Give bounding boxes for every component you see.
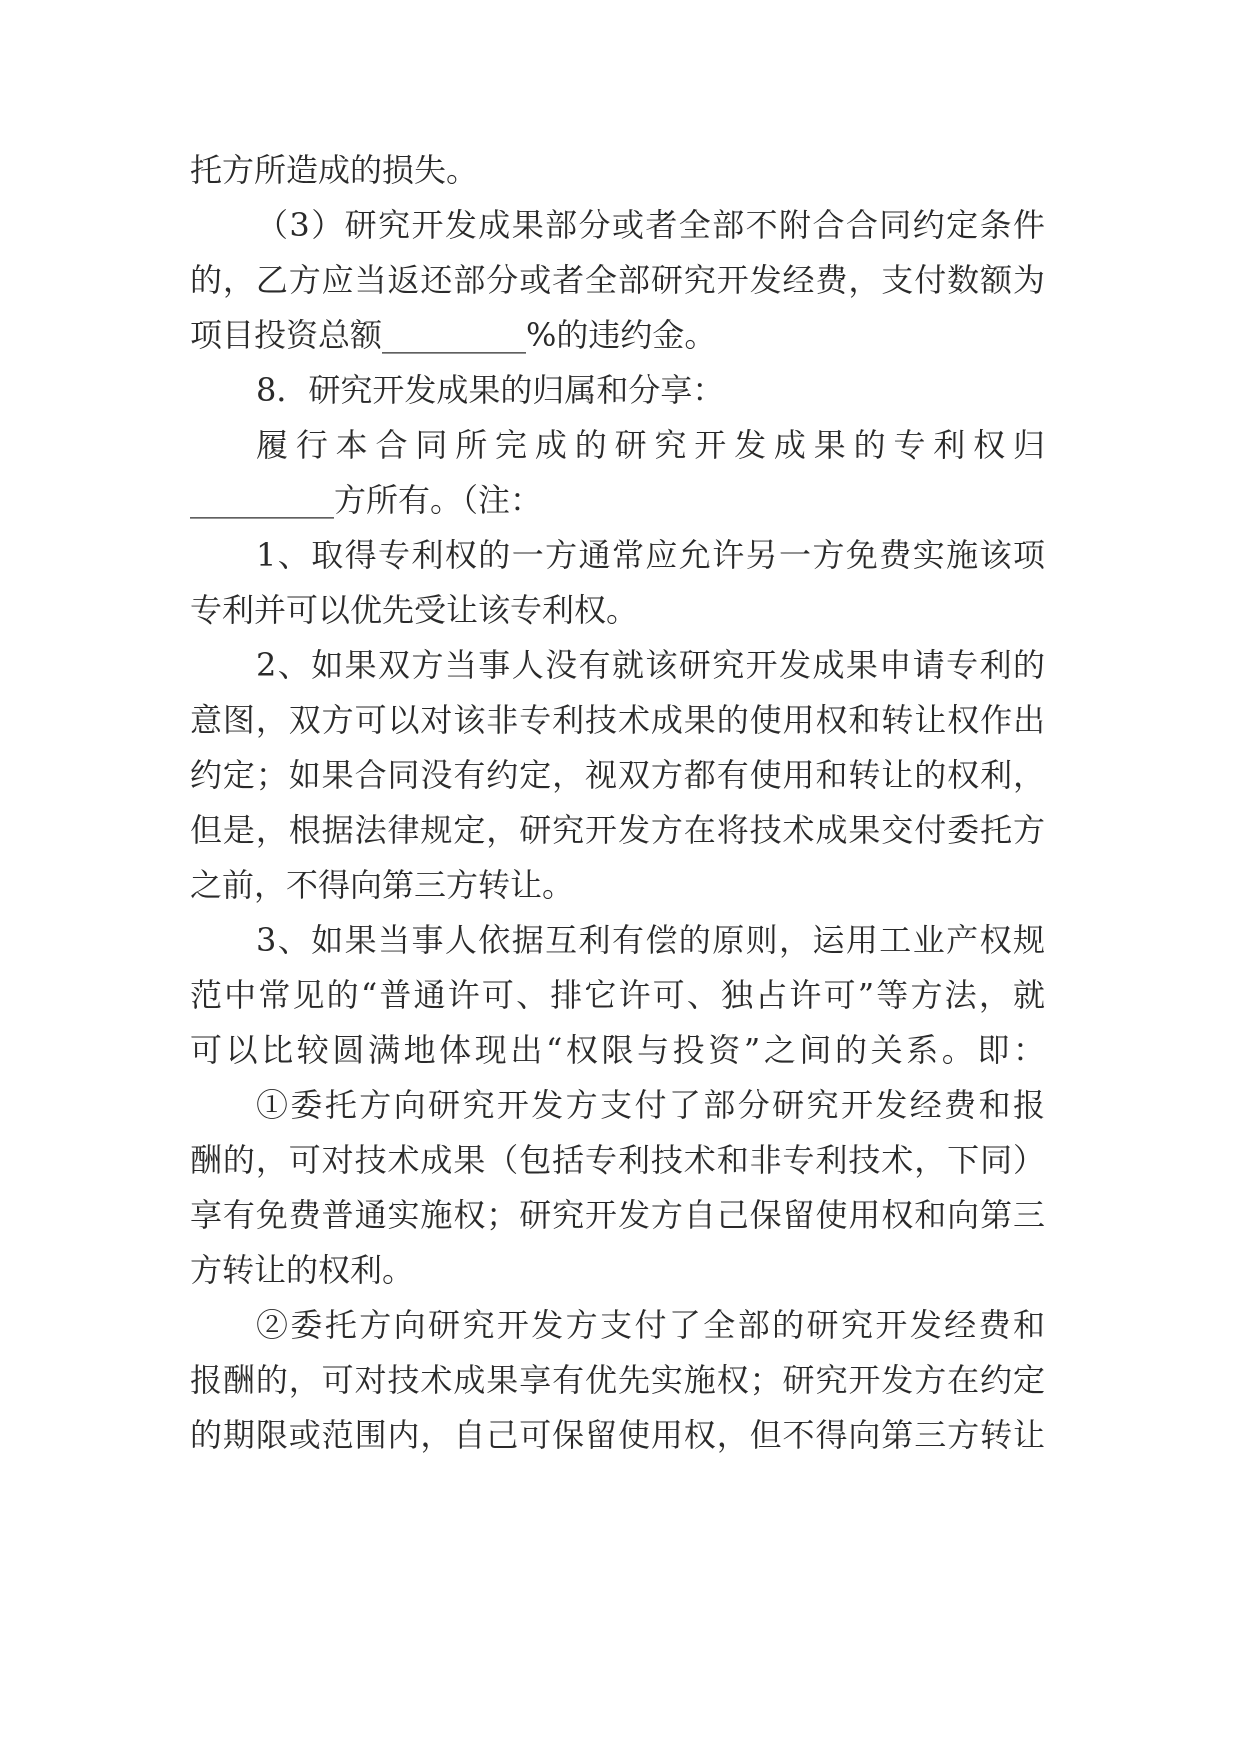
text-line: 享有免费普通实施权；研究开发方自己保留使用权和向第三 [190,1196,1045,1234]
text-line: ②委托方向研究开发方支付了全部的研究开发经费和 [256,1306,1045,1344]
text-line: _________方所有。（注： [190,481,543,519]
text-line: 3、如果当事人依据互利有偿的原则，运用工业产权规 [256,921,1045,959]
text-line: 酬的，可对技术成果（包括专利技术和非专利技术，下同） [190,1141,1045,1179]
text-line: （3）研究开发成果部分或者全部不附合合同约定条件 [256,206,1045,244]
text-line: 但是，根据法律规定，研究开发方在将技术成果交付委托方 [190,811,1045,849]
text-line: 履行本合同所完成的研究开发成果的专利权归 [256,426,1045,464]
text-line: 方转让的权利。 [190,1251,415,1289]
text-line: 的期限或范围内，自己可保留使用权，但不得向第三方转让 [190,1416,1045,1454]
text-line: 约定；如果合同没有约定，视双方都有使用和转让的权利， [190,756,1045,794]
text-line: 范中常见的“普通许可、排它许可、独占许可”等方法，就 [190,976,1045,1014]
text-line: 1、取得专利权的一方通常应允许另一方免费实施该项 [256,536,1045,574]
text-line: 之前，不得向第三方转让。 [190,866,575,904]
section-heading: 8．研究开发成果的归属和分享： [256,371,725,409]
text-line: 可以比较圆满地体现出“权限与投资”之间的关系。即： [190,1031,1045,1069]
text-line: 托方所造成的损失。 [190,151,479,189]
text-line: 项目投资总额_________%的违约金。 [190,316,717,354]
text-line: 2、如果双方当事人没有就该研究开发成果申请专利的 [256,646,1045,684]
text-line: 的，乙方应当返还部分或者全部研究开发经费，支付数额为 [190,261,1045,299]
text-line: 意图，双方可以对该非专利技术成果的使用权和转让权作出 [190,701,1045,739]
text-line: ①委托方向研究开发方支付了部分研究开发经费和报 [256,1086,1045,1124]
text-line: 报酬的，可对技术成果享有优先实施权；研究开发方在约定 [190,1361,1045,1399]
text-line: 专利并可以优先受让该专利权。 [190,591,639,629]
